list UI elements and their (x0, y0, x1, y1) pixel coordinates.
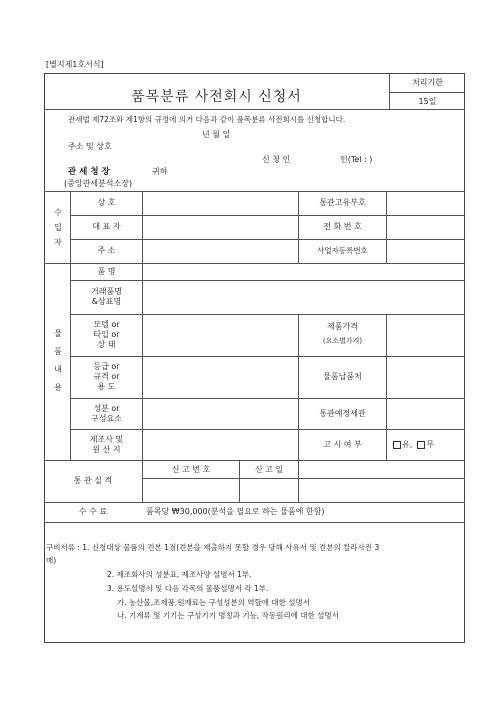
customs-office-label: 통관예정세관 (319, 409, 366, 418)
company-name-label: 상 호 (97, 198, 116, 207)
grade-label-3: 용 도 (97, 382, 116, 391)
model-label-1: 모델 or (93, 320, 120, 329)
trade-name-label-1: 거래품명 (91, 287, 122, 296)
price-sub-label: (요소별가격) (322, 337, 363, 345)
business-reg-label: 사업자등록번호 (317, 246, 368, 255)
fee-value: 품목당 ₩30,000(분석을 필요로 하는 물품에 한함) (146, 507, 325, 516)
phone-label: 전 화 번 호 (323, 222, 362, 231)
documents-line-5: 나. 기계류 및 기기는 구성기기 명칭과 기능, 작동원리에 대한 설명서 (117, 611, 339, 620)
date-line: 년 월 일 (202, 130, 231, 139)
form-frame (44, 73, 465, 643)
processing-label: 처리기한 (412, 78, 443, 87)
price-label: 제품가격 (327, 322, 358, 331)
grade-label-1: 등급 or (93, 362, 120, 371)
documents-line-1b: 매) (46, 556, 57, 565)
composition-label-1: 성분 or (93, 404, 120, 413)
notice-no-label: 무 (426, 440, 435, 449)
intro-statement: 관세법 제72조와 제1항의 규정에 의거 다음과 같이 품목분류 사전회시를 신청합니다. (68, 115, 346, 124)
composition-label-2: 구성요소 (91, 414, 122, 423)
delivery-label: 물품납품처 (323, 372, 362, 381)
recipient-sub: (중앙관세분석소장) (64, 179, 133, 188)
fee-label: 수 수 료 (78, 507, 108, 516)
notice-yes-label: 유, (402, 440, 413, 449)
form-reference: [별지제1호서식] (46, 60, 104, 69)
notice-no-checkbox[interactable] (417, 441, 425, 449)
documents-line-1: 구비서류 : 1. 신청대상 물품의 견본 1점(견본을 제출하지 못할 경우 당해 사유서 및 견본의 칼라사진 3 (46, 543, 380, 552)
seal-tel: 인(Tel : ) (340, 155, 373, 164)
declaration-date-label: 신 고 일 (254, 465, 284, 474)
form-title: 품목분류 사전회시 신청서 (131, 89, 302, 105)
recipient: 관 세 청 장 (68, 167, 110, 177)
honorific: 귀하 (152, 167, 168, 176)
notice-label: 고 시 여 부 (323, 440, 362, 449)
trade-name-label-2: &상표명 (91, 297, 122, 306)
documents-line-3: 3. 용도설명서 및 다음 각목의 물품설명서 각 1부. (107, 584, 269, 593)
model-label-2: 타입 or (93, 330, 120, 339)
maker-label-1: 제조사 및 (89, 435, 124, 444)
representative-label: 대 표 자 (92, 222, 121, 231)
clearance-label: 통 관 실 적 (73, 476, 113, 485)
declaration-number-label: 신 고 번 호 (171, 465, 211, 474)
customs-code-label: 통관고유부호 (319, 198, 366, 207)
notice-options (393, 440, 434, 450)
goods-section-label: 물 품 내 용 (54, 329, 62, 392)
applicant-label: 신 청 인 (262, 155, 291, 164)
processing-days: 15일 (418, 97, 437, 106)
address-row-label: 주 소 (97, 246, 116, 255)
documents-line-4: 가. 농산물,조제품,원재료는 구성성분의 역할에 대한 설명서 (117, 598, 310, 607)
grade-label-2: 규격 or (93, 372, 120, 381)
model-label-3: 상 태 (97, 340, 116, 349)
notice-yes-checkbox[interactable] (393, 441, 401, 449)
address-label: 주소 및 상호 (68, 142, 112, 151)
documents-line-2: 2. 제조회사의 성분표, 제조사양 설명서 1부. (107, 570, 252, 579)
maker-label-2: 원 산 지 (92, 445, 121, 454)
importer-section-label: 수 입 자 (54, 208, 62, 247)
goods-name-label: 품 명 (97, 267, 116, 276)
